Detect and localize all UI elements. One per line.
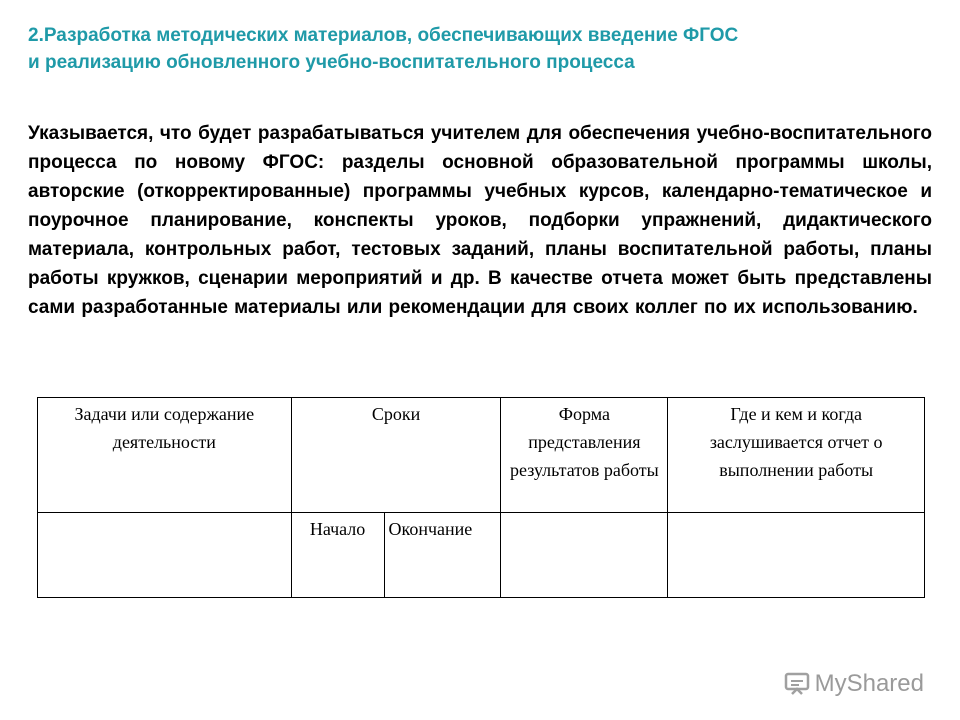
cell-report-where bbox=[668, 513, 925, 598]
table-header-row bbox=[38, 398, 925, 513]
slide-title bbox=[28, 22, 938, 76]
description-paragraph: Указывается, что будет разрабатываться учителем для обеспечения учебно-воспитательного процесса по новому ФГОС: разделы основной образовательной программы школы, авторские (откорректированные) программы учебных курсов, календарно-тематическое и поурочное планирование, конспекты уроков, подборки упражнений, дидактического материала, контрольных работ, тестовых заданий, планы воспитательной работы, планы работы кружков, сценарии мероприятий и др. В качестве отчета может быть представлены сами разработанные материалы или рекомендации для своих коллег по их использованию. bbox=[28, 123, 932, 318]
subheader-start: Начало bbox=[291, 513, 384, 598]
title-line-2: и реализацию обновленного учебно-воспитательного процесса bbox=[28, 52, 635, 73]
subheader-end: Окончание bbox=[384, 513, 501, 598]
header-result-form: Форма представления результатов работы bbox=[501, 398, 668, 513]
work-plan-table bbox=[37, 397, 925, 598]
cell-tasks bbox=[38, 513, 292, 598]
presentation-board-icon bbox=[783, 670, 811, 698]
header-tasks: Задачи или содержание деятельности bbox=[38, 398, 292, 513]
title-line-1: 2.Разработка методических материалов, обеспечивающих введение ФГОС bbox=[28, 25, 739, 46]
watermark-text: MyShared bbox=[814, 670, 924, 697]
header-terms: Сроки bbox=[291, 398, 501, 513]
header-report-where: Где и кем и когда заслушивается отчет о выполнении работы bbox=[668, 398, 925, 513]
watermark bbox=[783, 670, 924, 698]
table-row bbox=[38, 513, 925, 598]
cell-result-form bbox=[501, 513, 668, 598]
